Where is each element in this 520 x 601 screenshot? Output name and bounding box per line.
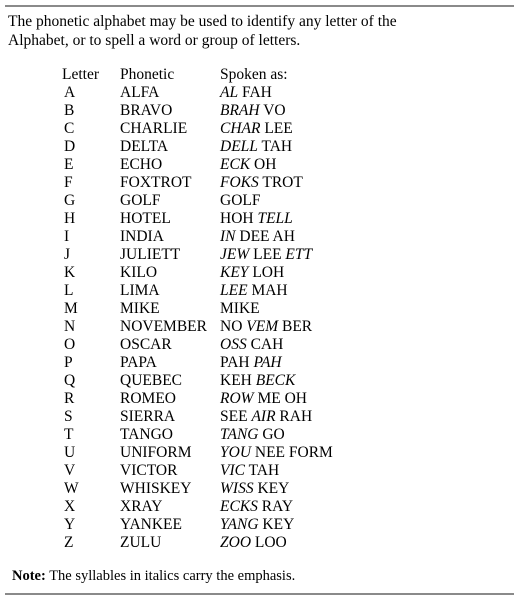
syllable: MIKE — [220, 300, 260, 317]
letter-cell: G — [64, 192, 76, 209]
syllable: LOH — [248, 264, 285, 281]
emphasized-syllable: YANG — [220, 516, 259, 533]
table-row — [58, 444, 350, 462]
spoken-cell — [220, 390, 350, 408]
table-row — [58, 534, 350, 552]
phonetic-cell: FOXTROT — [120, 174, 192, 191]
intro-paragraph — [8, 12, 508, 50]
table-row — [58, 84, 350, 102]
table-row — [58, 516, 350, 534]
letter-cell: B — [64, 102, 75, 119]
emphasized-syllable: DELL — [220, 138, 258, 155]
spoken-cell — [220, 264, 350, 282]
syllable: LOO — [251, 534, 287, 551]
phonetic-cell: WHISKEY — [120, 480, 192, 497]
spoken-cell — [220, 138, 350, 156]
table-row — [58, 120, 350, 138]
table-header-row — [58, 66, 350, 84]
letter-cell: E — [64, 156, 74, 173]
spoken-cell — [220, 192, 350, 210]
table-row — [58, 408, 350, 426]
table-row — [58, 462, 350, 480]
letter-cell: P — [64, 354, 73, 371]
syllable: FAH — [238, 84, 272, 101]
spoken-cell — [220, 498, 350, 516]
table-row — [58, 192, 350, 210]
phonetic-cell: HOTEL — [120, 210, 171, 227]
spoken-cell — [220, 102, 350, 120]
phonetic-cell: KILO — [120, 264, 158, 281]
table-row — [58, 282, 350, 300]
phonetic-cell: ALFA — [120, 84, 160, 101]
spoken-cell — [220, 462, 350, 480]
intro-line-2: Alphabet, or to spell a word or group of letters. — [8, 32, 301, 49]
spoken-cell — [220, 318, 350, 336]
emphasized-syllable: BECK — [255, 372, 296, 389]
table-row — [58, 210, 350, 228]
spoken-cell — [220, 156, 350, 174]
syllable: RAY — [257, 498, 294, 515]
letter-cell: X — [64, 498, 76, 515]
emphasized-syllable: OSS — [220, 336, 247, 353]
emphasized-syllable: ECK — [220, 156, 251, 173]
letter-cell: F — [64, 174, 73, 191]
phonetic-cell: GOLF — [120, 192, 161, 209]
emphasized-syllable: AIR — [251, 408, 276, 425]
syllable: KEY — [258, 516, 295, 533]
syllable: RAH — [275, 408, 313, 425]
note-label: Note: — [12, 568, 46, 584]
letter-cell: K — [64, 264, 76, 281]
table-row — [58, 156, 350, 174]
phonetic-cell: INDIA — [120, 228, 164, 245]
spoken-cell — [220, 282, 350, 300]
letter-cell: Y — [64, 516, 76, 533]
emphasized-syllable: ROW — [220, 390, 254, 407]
letter-cell: L — [64, 282, 74, 299]
emphasized-syllable: VEM — [246, 318, 279, 335]
table-row — [58, 102, 350, 120]
syllable: TAH — [257, 138, 293, 155]
emphasized-syllable: ECKS — [220, 498, 258, 515]
emphasized-syllable: WISS — [220, 480, 254, 497]
table-row — [58, 318, 350, 336]
phonetic-cell: TANGO — [120, 426, 174, 443]
phonetic-cell: BRAVO — [120, 102, 173, 119]
phonetic-cell: XRAY — [120, 498, 163, 515]
syllable: PAH — [220, 354, 254, 371]
phonetic-cell: DELTA — [120, 138, 169, 155]
letter-cell: C — [64, 120, 75, 137]
phonetic-cell: MIKE — [120, 300, 160, 317]
syllable: NEE FORM — [251, 444, 333, 461]
emphasized-syllable: VIC — [220, 462, 245, 479]
table-row — [58, 390, 350, 408]
phonetic-cell: PAPA — [120, 354, 157, 371]
header-phonetic: Phonetic — [120, 66, 175, 83]
syllable: OH — [250, 156, 277, 173]
phonetic-cell: ECHO — [120, 156, 163, 173]
intro-line-1: The phonetic alphabet may be used to identify any letter of the — [8, 13, 397, 30]
table-row — [58, 138, 350, 156]
letter-cell: Q — [64, 372, 76, 389]
phonetic-cell: UNIFORM — [120, 444, 192, 461]
emphasized-syllable: YOU — [220, 444, 252, 461]
letter-cell: H — [64, 210, 76, 227]
phonetic-cell: NOVEMBER — [120, 318, 207, 335]
emphasized-syllable: LEE — [220, 282, 248, 299]
spoken-cell — [220, 210, 350, 228]
table-row — [58, 480, 350, 498]
letter-cell: D — [64, 138, 76, 155]
top-rule — [5, 5, 514, 7]
spoken-cell — [220, 228, 350, 246]
letter-cell: O — [64, 336, 76, 353]
phonetic-alphabet-table — [58, 66, 350, 552]
phonetic-cell: VICTOR — [120, 462, 178, 479]
phonetic-cell: OSCAR — [120, 336, 172, 353]
spoken-cell — [220, 354, 350, 372]
emphasized-syllable: FOKS — [220, 174, 259, 191]
header-letter: Letter — [62, 66, 100, 83]
syllable: DEE AH — [235, 228, 295, 245]
spoken-cell — [220, 300, 350, 318]
phonetic-cell: ROMEO — [120, 390, 176, 407]
spoken-cell — [220, 246, 350, 264]
syllable: SEE — [220, 408, 252, 425]
spoken-cell — [220, 444, 350, 462]
emphasized-syllable: TELL — [257, 210, 293, 227]
note — [12, 567, 295, 585]
letter-cell: N — [64, 318, 76, 335]
syllable: KEY — [253, 480, 290, 497]
spoken-cell — [220, 372, 350, 390]
syllable: LEE — [249, 246, 286, 263]
emphasized-syllable: AL — [220, 84, 239, 101]
letter-cell: T — [64, 426, 74, 443]
emphasized-syllable: KEY — [220, 264, 249, 281]
emphasized-syllable: ETT — [285, 246, 313, 263]
phonetic-cell: SIERRA — [120, 408, 176, 425]
phonetic-cell: ZULU — [120, 534, 162, 551]
syllable: TAH — [244, 462, 280, 479]
table-row — [58, 228, 350, 246]
table-row — [58, 174, 350, 192]
syllable: TROT — [258, 174, 303, 191]
emphasized-syllable: CHAR — [220, 120, 261, 137]
phonetic-cell: CHARLIE — [120, 120, 188, 137]
letter-cell: J — [64, 246, 71, 263]
letter-cell: W — [64, 480, 79, 497]
spoken-cell — [220, 84, 350, 102]
syllable: BER — [278, 318, 313, 335]
letter-cell: V — [64, 462, 76, 479]
table-row — [58, 246, 350, 264]
syllable: HOH — [220, 210, 258, 227]
emphasized-syllable: PAH — [253, 354, 282, 371]
spoken-cell — [220, 408, 350, 426]
spoken-cell — [220, 516, 350, 534]
letter-cell: M — [64, 300, 78, 317]
header-spoken: Spoken as: — [220, 66, 288, 83]
emphasized-syllable: ZOO — [220, 534, 252, 551]
table-row — [58, 300, 350, 318]
spoken-cell — [220, 534, 350, 552]
letter-cell: I — [64, 228, 70, 245]
bottom-rule — [5, 593, 514, 595]
syllable: GOLF — [220, 192, 261, 209]
spoken-cell — [220, 174, 350, 192]
spoken-cell — [220, 120, 350, 138]
table-row — [58, 354, 350, 372]
table-row — [58, 372, 350, 390]
syllable: VO — [259, 102, 286, 119]
letter-cell: U — [64, 444, 76, 461]
spoken-cell — [220, 336, 350, 354]
syllable: NO — [220, 318, 247, 335]
syllable: LEE — [260, 120, 293, 137]
table-row — [58, 426, 350, 444]
emphasized-syllable: TANG — [220, 426, 259, 443]
letter-cell: Z — [64, 534, 74, 551]
syllable: MAH — [247, 282, 288, 299]
syllable: GO — [258, 426, 285, 443]
phonetic-cell: LIMA — [120, 282, 160, 299]
syllable: ME OH — [253, 390, 307, 407]
emphasized-syllable: BRAH — [220, 102, 260, 119]
note-text: The syllables in italics carry the emphasis. — [45, 568, 296, 584]
letter-cell: R — [64, 390, 75, 407]
syllable: KEH — [220, 372, 256, 389]
spoken-cell — [220, 480, 350, 498]
table-row — [58, 498, 350, 516]
phonetic-cell: YANKEE — [120, 516, 182, 533]
table-row — [58, 336, 350, 354]
table-row — [58, 264, 350, 282]
emphasized-syllable: JEW — [220, 246, 250, 263]
letter-cell: A — [64, 84, 76, 101]
spoken-cell — [220, 426, 350, 444]
emphasized-syllable: IN — [220, 228, 236, 245]
letter-cell: S — [64, 408, 73, 425]
phonetic-cell: QUEBEC — [120, 372, 182, 389]
phonetic-cell: JULIETT — [120, 246, 181, 263]
syllable: CAH — [246, 336, 284, 353]
